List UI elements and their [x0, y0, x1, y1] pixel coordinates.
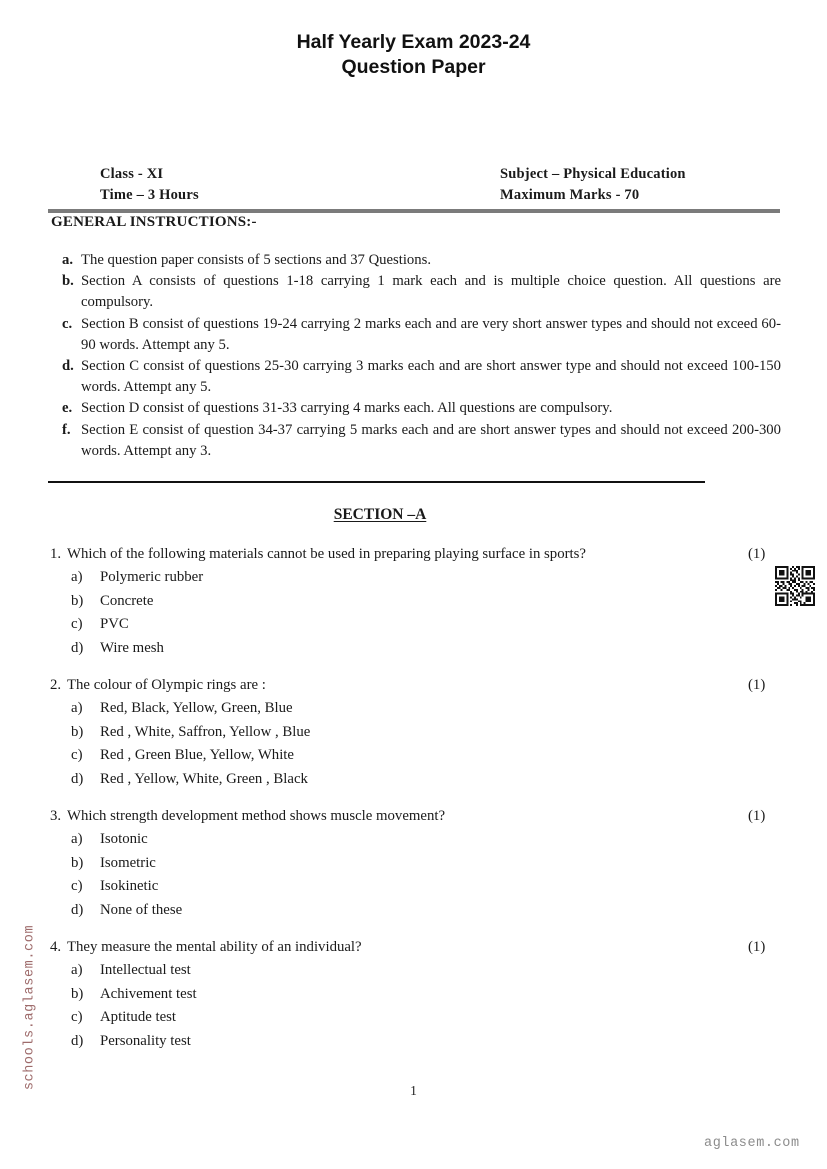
option-letter: b) — [71, 985, 84, 1002]
question-head — [0, 543, 827, 565]
question-number: 1. — [50, 546, 62, 562]
option-letter: c) — [71, 1009, 83, 1025]
question-option[interactable] — [0, 566, 827, 590]
option-letter: b) — [71, 723, 84, 740]
question-number: 4. — [50, 939, 62, 955]
question-option[interactable] — [0, 768, 827, 792]
question-text: Which strength development method shows muscle movement? — [67, 808, 446, 824]
page-title-line-1: Half Yearly Exam 2023-24 — [296, 31, 531, 53]
option-text: Intellectual test — [100, 962, 191, 978]
time-label: Time – 3 Hours — [100, 187, 199, 203]
question-options — [0, 697, 827, 791]
option-letter: d) — [71, 770, 84, 787]
option-letter: a) — [71, 569, 83, 585]
option-text: Aptitude test — [100, 1009, 177, 1025]
option-letter: d) — [71, 639, 84, 656]
general-instructions-list — [51, 250, 781, 462]
questions-list — [0, 543, 827, 1067]
question-option[interactable] — [0, 875, 827, 899]
option-text: Isokinetic — [100, 878, 159, 894]
question-option[interactable] — [0, 828, 827, 852]
instruction-text: Section E consist of question 34-37 carrying 5 marks each and are short answer types and should not exceed 200-300 words. Attempt any 3. — [81, 421, 781, 459]
question-marks: (1) — [748, 808, 766, 824]
exam-meta-block — [100, 164, 760, 206]
question-option[interactable] — [0, 959, 827, 983]
option-text: Concrete — [100, 592, 154, 609]
instruction-item — [51, 314, 781, 356]
subject-label: Subject – Physical Education — [500, 166, 686, 182]
question-option[interactable] — [0, 744, 827, 768]
instruction-text: The question paper consists of 5 sections and 37 Questions. — [81, 252, 431, 268]
question-block — [0, 936, 827, 1053]
question-option[interactable] — [0, 721, 827, 745]
question-marks: (1) — [748, 546, 766, 562]
option-letter: a) — [71, 831, 83, 847]
option-text: Red , White, Saffron, Yellow , Blue — [100, 723, 311, 740]
option-text: Red , Yellow, White, Green , Black — [100, 770, 308, 787]
instruction-marker: f. — [62, 421, 71, 438]
question-block — [0, 543, 827, 660]
section-a-heading-text: SECTION –A — [333, 506, 427, 523]
question-option[interactable] — [0, 1030, 827, 1054]
option-text: Red , Green Blue, Yellow, White — [100, 747, 294, 763]
question-option[interactable] — [0, 590, 827, 614]
question-option[interactable] — [0, 852, 827, 876]
option-text: Personality test — [100, 1032, 191, 1049]
question-options — [0, 828, 827, 922]
option-text: None of these — [100, 901, 183, 918]
max-marks-label: Maximum Marks - 70 — [500, 187, 640, 203]
question-number: 3. — [50, 808, 62, 824]
instruction-text: Section D consist of questions 31-33 carrying 4 marks each. All questions are compulsory. — [81, 400, 613, 417]
instruction-marker: e. — [62, 400, 73, 417]
option-text: Wire mesh — [100, 639, 164, 656]
option-letter: a) — [71, 962, 83, 978]
question-options — [0, 566, 827, 660]
side-watermark: schools.aglasem.com — [22, 924, 38, 1091]
question-text: They measure the mental ability of an individual? — [67, 939, 362, 955]
instruction-marker: c. — [62, 315, 73, 332]
instruction-text: Section B consist of questions 19-24 carrying 2 marks each and are very short answer types and should not exceed 60-90 words. Attempt any 5. — [81, 315, 781, 353]
exam-meta-row-2 — [100, 185, 760, 206]
qr-code-image — [775, 566, 815, 606]
option-text: Isotonic — [100, 831, 148, 847]
instruction-item — [51, 398, 781, 419]
option-text: Red, Black, Yellow, Green, Blue — [100, 700, 293, 716]
question-option[interactable] — [0, 637, 827, 661]
instruction-marker: d. — [62, 358, 74, 375]
instruction-text: Section A consists of questions 1-18 carrying 1 mark each and is multiple choice question. All questions are compulsory. — [81, 273, 781, 311]
qr-code[interactable] — [775, 566, 815, 606]
instruction-item — [51, 356, 781, 398]
question-block — [0, 674, 827, 791]
instruction-text: Section C consist of questions 25-30 carrying 3 marks each and are short answer type and should not exceed 100-150 words. Attempt any 5. — [81, 358, 781, 396]
general-instructions-heading: GENERAL INSTRUCTIONS:- — [51, 214, 257, 230]
instructions-divider — [48, 481, 705, 483]
option-letter: c) — [71, 616, 83, 632]
instruction-marker: a. — [62, 252, 74, 268]
page-number: 1 — [410, 1083, 417, 1098]
instruction-item — [51, 420, 781, 462]
option-text: Achivement test — [100, 985, 197, 1002]
question-option[interactable] — [0, 983, 827, 1007]
option-letter: b) — [71, 854, 84, 871]
question-head — [0, 805, 827, 827]
option-letter: b) — [71, 592, 84, 609]
question-option[interactable] — [0, 697, 827, 721]
option-letter: c) — [71, 747, 83, 763]
instruction-marker: b. — [62, 273, 74, 290]
option-letter: d) — [71, 901, 84, 918]
option-text: PVC — [100, 616, 129, 632]
page-title-line-2: Question Paper — [341, 56, 486, 78]
question-option[interactable] — [0, 899, 827, 923]
question-text: The colour of Olympic rings are : — [67, 677, 266, 693]
class-label: Class - XI — [100, 166, 164, 182]
question-marks: (1) — [748, 939, 766, 955]
question-head — [0, 674, 827, 696]
question-option[interactable] — [0, 613, 827, 637]
question-options — [0, 959, 827, 1053]
corner-watermark: aglasem.com — [704, 1136, 800, 1151]
option-letter: c) — [71, 878, 83, 894]
option-text: Isometric — [100, 854, 156, 871]
instruction-item — [51, 250, 781, 271]
question-option[interactable] — [0, 1006, 827, 1030]
section-a-heading — [0, 506, 760, 524]
question-head — [0, 936, 827, 958]
question-text: Which of the following materials cannot be used in preparing playing surface in sports? — [67, 546, 586, 562]
option-letter: d) — [71, 1032, 84, 1049]
instruction-item — [51, 271, 781, 313]
option-letter: a) — [71, 700, 83, 716]
option-text: Polymeric rubber — [100, 569, 204, 585]
exam-meta-row-1 — [100, 164, 760, 185]
header-divider — [48, 209, 780, 213]
question-marks: (1) — [748, 677, 766, 693]
question-number: 2. — [50, 677, 62, 693]
page-title — [0, 30, 827, 80]
question-block — [0, 805, 827, 922]
